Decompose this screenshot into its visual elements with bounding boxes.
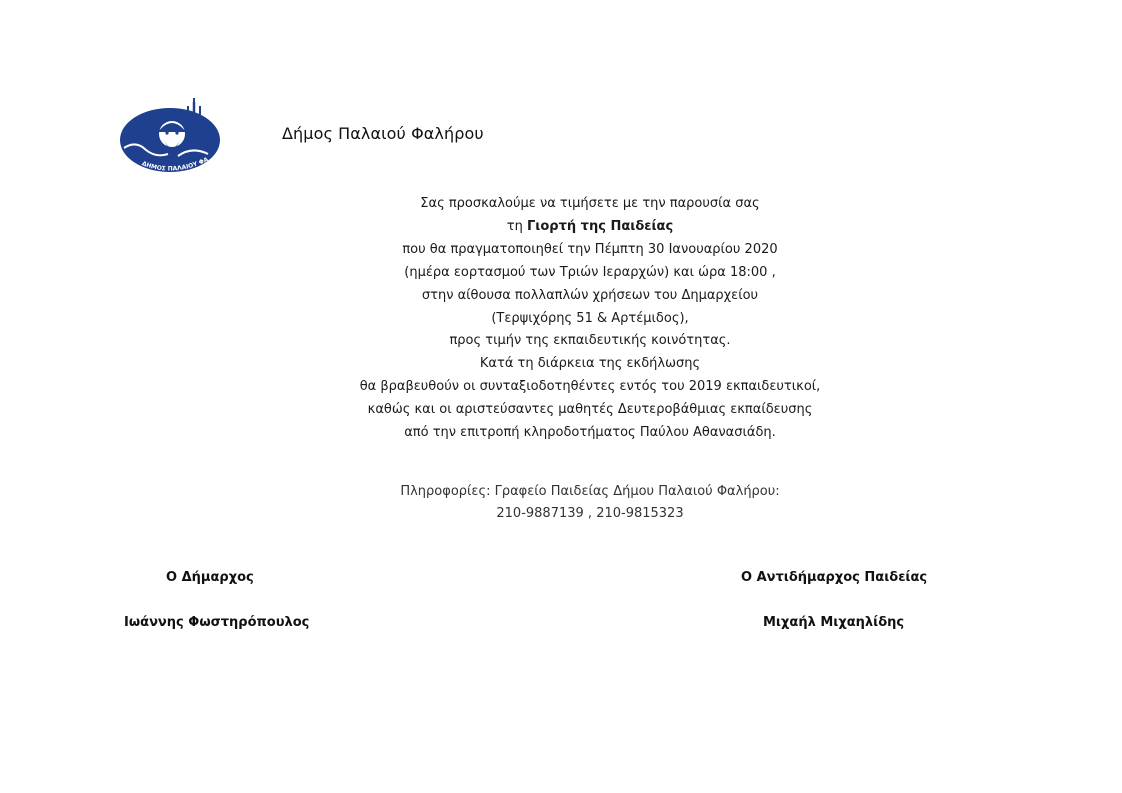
- invitation-line: θα βραβευθούν οι συνταξιοδοτηθέντες εντός του 2019 εκπαιδευτικοί,: [359, 379, 821, 395]
- invitation-line: από την επιτροπή κληροδοτήματος Παύλου Αθανασιάδη.: [404, 425, 776, 441]
- event-title: Γιορτή της Παιδείας: [527, 218, 674, 234]
- contact-info-label: Πληροφορίες: Γραφείο Παιδείας Δήμου Παλαιού Φαλήρου:: [400, 484, 780, 499]
- invitation-line: [240, 216, 940, 239]
- poseidon-logo-icon: [118, 96, 228, 178]
- contact-info: [240, 481, 940, 525]
- invitation-line: που θα πραγματοποιηθεί την Πέμπτη 30 Ιανουαρίου 2020: [402, 241, 778, 257]
- municipality-logo: [118, 96, 228, 178]
- invitation-line-prefix: τη: [506, 218, 527, 234]
- mayor-title: Ο Δήμαρχος: [166, 570, 254, 585]
- invitation-line: (Τερψιχόρης 51 & Αρτέμιδος),: [491, 310, 689, 326]
- logo-caption: ΔΗΜΟΣ ΠΑΛΑΙΟΥ ΦΑ: [140, 156, 210, 173]
- invitation-line: στην αίθουσα πολλαπλών χρήσεων του Δημαρχείου: [421, 287, 759, 303]
- invitation-line: (ημέρα εορτασμού των Τριών Ιεραρχών) και ώρα 18:00 ,: [404, 264, 776, 280]
- invitation-text: [240, 193, 940, 445]
- contact-phones: 210-9887139 , 210-9815323: [496, 506, 684, 521]
- logo-top-text: ΦΑΛΗΡΩΝ: [158, 112, 179, 117]
- invitation-line: Σας προσκαλούμε να τιμήσετε με την παρουσία σας: [420, 196, 760, 211]
- deputy-mayor-name: Μιχαήλ Μιχαηλίδης: [763, 615, 905, 630]
- invitation-line: προς τιμήν της εκπαιδευτικής κοινότητας.: [449, 333, 731, 349]
- invitation-line: καθώς και οι αριστεύσαντες μαθητές Δευτεροβάθμιας εκπαίδευσης: [367, 402, 813, 418]
- mayor-name: Ιωάννης Φωστηρόπουλος: [124, 615, 310, 630]
- invitation-line: Κατά τη διάρκεια της εκδήλωσης: [479, 356, 701, 372]
- municipality-name: Δήμος Παλαιού Φαλήρου: [282, 124, 484, 143]
- deputy-mayor-title: Ο Αντιδήμαρχος Παιδείας: [741, 570, 928, 585]
